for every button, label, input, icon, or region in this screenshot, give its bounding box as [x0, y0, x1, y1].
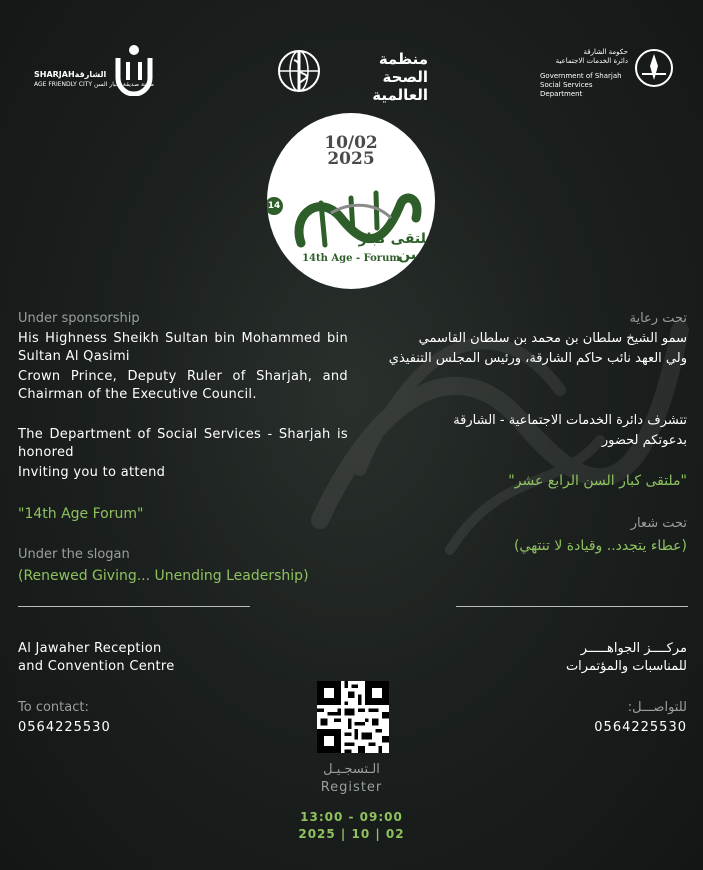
emblem-date-day-month: 10/02 — [324, 133, 378, 153]
emblem-date-year: 2025 — [327, 149, 375, 169]
sharjah-age-friendly-logo — [30, 44, 160, 99]
en-sponsor-title: Crown Prince, Deputy Ruler of Sharjah, and Chairman of the Executive Council. — [18, 369, 348, 402]
en-sponsorship-label: Under sponsorship — [18, 311, 140, 326]
emblem-number-badge: 14 — [267, 197, 283, 215]
ar-sponsor-name: سمو الشيخ سلطان بن محمد بن سلطان القاسمي — [418, 331, 687, 346]
en-contact-label: To contact: — [18, 700, 89, 715]
emblem-calligraphy-text: ملتقى كبار السن — [358, 231, 435, 263]
emblem-subtitle: 14th Age - Forum — [302, 253, 400, 264]
en-sponsor-name: His Highness Sheikh Sultan bin Mohammed bin Sultan Al Qasimi — [18, 331, 348, 364]
qr-code-icon — [317, 681, 389, 753]
registration-qr-code[interactable] — [317, 681, 389, 753]
gov-en-line1: Government of Sharjah — [540, 72, 622, 80]
en-venue-line2: and Convention Centre — [18, 659, 175, 674]
sharjah-emblem-icon — [634, 48, 674, 88]
ar-sponsor-title: ولي العهد نائب حاكم الشارقة، ورئيس المجلس التنفيذي — [388, 351, 687, 366]
who-logo — [276, 46, 436, 104]
event-time: 13:00 - 09:00 — [300, 810, 403, 824]
en-slogan: (Renewed Giving... Unending Leadership) — [18, 568, 309, 584]
en-slogan-label: Under the slogan — [18, 547, 130, 562]
en-forum-name: "14th Age Forum" — [18, 506, 144, 522]
ar-forum-name: "ملتقى كبار السن الرابع عشر" — [508, 473, 687, 489]
register-label-ar: الـتسجـيـل — [323, 762, 380, 777]
gov-en-line2: Social Services Department — [540, 81, 593, 98]
left-divider — [18, 606, 250, 607]
ar-sponsorship-label: تحت رعاية — [629, 311, 687, 326]
ar-venue-line2: للمناسبات والمؤتمرات — [565, 659, 687, 674]
event-date: 2025 | 10 | 02 — [298, 827, 405, 841]
who-emblem-icon — [276, 48, 322, 94]
sharjah-tagline-en: AGE FRIENDLY CITY — [34, 81, 93, 88]
gov-ar-line1: حكومة الشارقة — [583, 48, 628, 56]
sharjah-name-ar: الشارقة — [74, 70, 107, 79]
government-of-sharjah-logo — [538, 44, 678, 99]
gov-ar-line2: دائرة الخدمات الاجتماعية — [555, 57, 628, 65]
register-label-en: Register — [320, 780, 383, 795]
who-line1: منظمة — [378, 50, 428, 68]
right-divider — [456, 606, 688, 607]
ar-slogan-label: تحت شعار — [630, 516, 687, 531]
en-venue-line1: Al Jawaher Reception — [18, 641, 162, 656]
ar-inviting-text: بدعوتكم لحضور — [601, 433, 687, 448]
en-honored-text: The Department of Social Services - Sharjah is honored — [18, 427, 348, 460]
age-friendly-icon — [110, 44, 158, 96]
en-inviting-text: Inviting you to attend — [18, 465, 166, 480]
forum-emblem — [267, 113, 435, 289]
ar-contact-label: للتواصـــل: — [627, 700, 687, 715]
ar-venue-line1: مركــــز الجواهـــــر — [580, 641, 687, 656]
sharjah-name-en: SHARJAH — [34, 70, 75, 79]
sharjah-tagline-ar: مدينة صديقة لكبار السن — [93, 81, 155, 88]
ar-contact-phone: 0564225530 — [594, 720, 687, 735]
who-line2: الصحة العالمية — [372, 68, 428, 104]
ar-honored-text: تتشرف دائرة الخدمات الاجتماعية - الشارقة — [453, 413, 687, 428]
ar-slogan: (عطاء يتجدد.. وقيادة لا تنتهي) — [513, 538, 687, 554]
en-contact-phone: 0564225530 — [18, 720, 111, 735]
